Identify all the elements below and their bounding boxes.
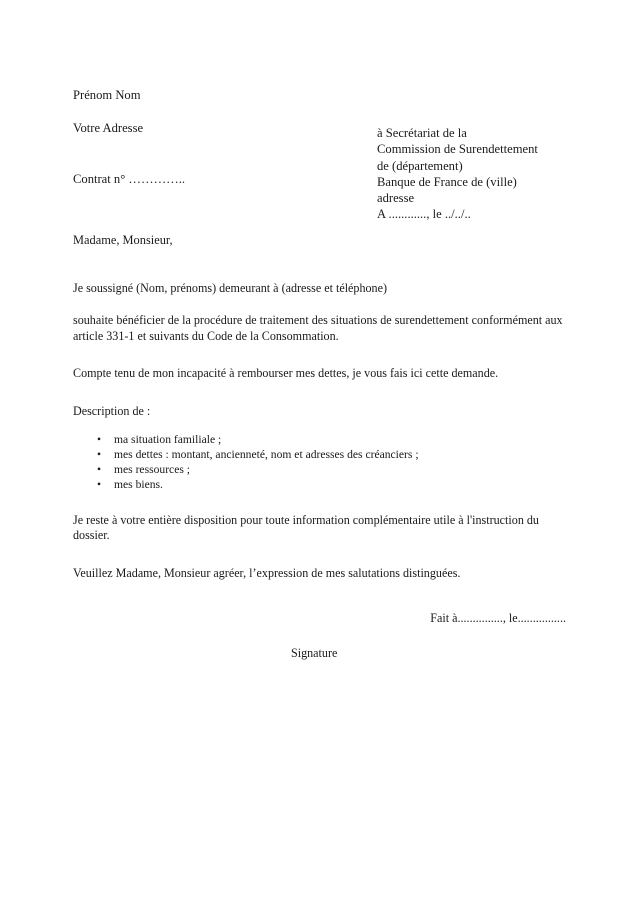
place-date-line: Fait à..............., le................ xyxy=(430,611,566,626)
list-item-label: ma situation familiale ; xyxy=(114,433,222,447)
paragraph-availability: Je reste à votre entière disposition pour toute information complémentaire utile à l'instruction du dossier. xyxy=(73,513,539,543)
bullet-icon: • xyxy=(97,433,102,447)
description-heading: Description de : xyxy=(73,403,151,418)
contract-number-line: Contrat n° ………….. xyxy=(73,171,186,186)
recipient-line-1: à Secrétariat de la xyxy=(377,126,467,140)
paragraph-closing: Veuillez Madame, Monsieur agréer, l’expression de mes salutations distinguées. xyxy=(73,565,461,580)
description-list xyxy=(73,432,566,492)
list-item-label: mes ressources ; xyxy=(114,463,190,477)
recipient-line-2: Commission de Surendettement xyxy=(377,142,538,157)
paragraph-statement: Compte tenu de mon incapacité à rembourser mes dettes, je vous fais ici cette demande. xyxy=(73,366,499,381)
list-item xyxy=(73,447,566,462)
list-item xyxy=(73,477,566,492)
letter-body xyxy=(73,70,566,661)
sender-address: Votre Adresse xyxy=(73,120,144,135)
recipient-line-4: Banque de France de (ville) xyxy=(377,174,517,189)
paragraph-introduction: Je soussigné (Nom, prénoms) demeurant à (adresse et téléphone) xyxy=(73,281,388,295)
salutation: Madame, Monsieur, xyxy=(73,233,173,247)
bullet-icon: • xyxy=(97,448,102,462)
paragraph-request: souhaite bénéficier de la procédure de traitement des situations de surendettement conformément aux article 331-1 et suivants du Code de la Consommation. xyxy=(73,313,563,343)
recipient-place-date-line: A ............, le ../../.. xyxy=(377,207,471,222)
recipient-line-3: de (département) xyxy=(377,158,463,173)
list-item-label: mes dettes : montant, ancienneté, nom et adresses des créanciers ; xyxy=(114,448,419,462)
list-item xyxy=(73,462,566,477)
sender-name: Prénom Nom xyxy=(73,87,141,102)
bullet-icon: • xyxy=(97,478,102,492)
letter-header xyxy=(73,70,566,222)
list-item-label: mes biens. xyxy=(114,478,163,492)
signature-label: Signature xyxy=(291,645,338,660)
list-item xyxy=(73,432,566,447)
bullet-icon: • xyxy=(97,463,102,477)
recipient-address-block xyxy=(377,125,577,223)
recipient-line-5: adresse xyxy=(377,191,415,206)
